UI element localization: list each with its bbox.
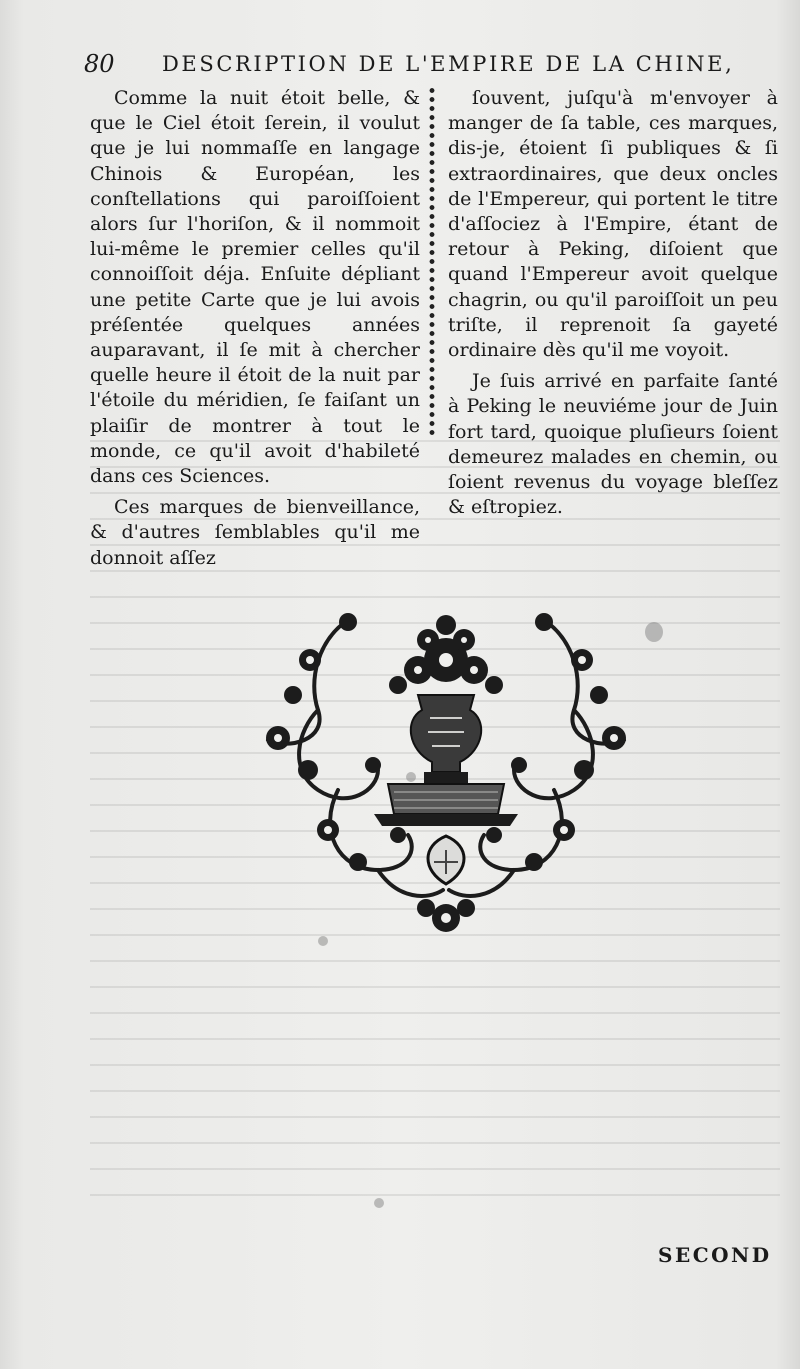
paragraph: Je ſuis arrivé en parfaite ſanté à Peking le neuviéme jour de Juin fort tard, quoique pluſieurs ſoient demeurez malades en chemin, ou ſoient revenus du voyage bleſſez & eſtropiez. xyxy=(448,370,778,519)
column-divider xyxy=(425,86,439,438)
paragraph: Ces marques de bienveillance, & d'autres ſemblables qu'il me donnoit aſſez xyxy=(90,496,420,569)
page-header xyxy=(84,50,774,84)
paragraph: ſouvent, juſqu'à m'envoyer à manger de ſa table, ces marques, dis-je, étoient ſi publiques & ſi extraordinaires, que deux oncles de l'Empereur, qui portent le titre d'aſſociez à l'Empire, étant de retour à Peking, diſoient que quand l'Empereur avoit quelque chagrin, ou qu'il paroiſſoit un peu triſte, il reprenoit ſa gayeté ordinaire dès qu'il me voyoit. xyxy=(448,87,778,362)
ink-blot xyxy=(406,772,416,782)
page-number: 80 xyxy=(84,50,115,78)
ink-blot xyxy=(374,1198,384,1208)
ink-blot xyxy=(318,936,328,946)
tailpiece-ornament xyxy=(248,600,644,942)
left-column xyxy=(90,86,420,577)
right-column xyxy=(448,86,778,526)
ink-blot xyxy=(645,622,663,642)
paragraph: Comme la nuit étoit belle, & que le Ciel étoit ſerein, il voulut que je lui nommaſſe en langage Chinois & Européan, les conſtellations qui paroiſſoient alors ſur l'horiſon, & il nommoit lui-même le premier celles qu'il connoiſſoit déja. Enſuite dépliant une petite Carte que je lui avois préſentée quelques années auparavant, il ſe mit à chercher quelle heure il étoit de la nuit par l'étoile du méridien, ſe faiſant un plaiſir de montrer à tout le monde, ce qu'il avoit d'habileté dans ces Sciences. xyxy=(90,87,420,488)
catchword: SECOND xyxy=(658,1243,772,1267)
running-title: DESCRIPTION DE L'EMPIRE DE LA CHINE, xyxy=(162,52,735,76)
